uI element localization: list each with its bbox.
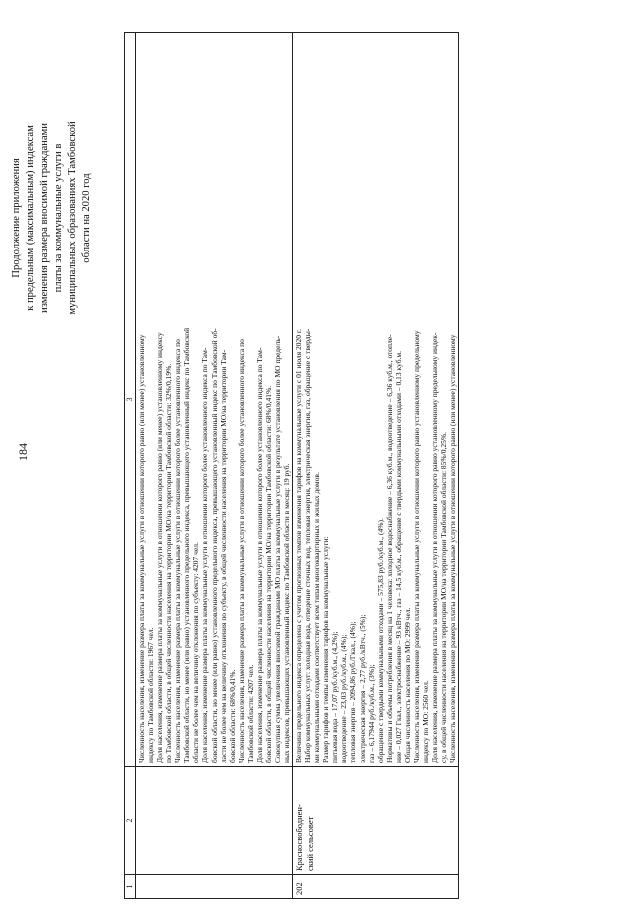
description-line: индексу по МО: 2560 чел.	[420, 680, 430, 763]
description-line: обращение с твердыми коммунальными отходами – 575,83 руб./куб.м., (4%).	[375, 518, 385, 763]
description-line: Численность населения, изменение размера платы за коммунальные услуги в отношении которого более установленного индекса по	[236, 339, 246, 763]
description-line: Тамбовской области: 4207 чел.	[245, 664, 255, 763]
table-row	[293, 33, 459, 899]
description-line: газ – 6,17944 руб./куб.м., (3%);	[366, 664, 376, 763]
description-line: су, в общей численности населения на территории МО/на территории Тамбовской области: 85%/0,25%.	[439, 432, 449, 763]
row-number	[136, 875, 293, 899]
description-line: Доля населения, изменение размера платы за коммунальные услуги в отношении которого более установленного индекса по Там-	[254, 347, 264, 763]
description-line: Доля населения, изменение размера платы за коммунальные услуги в отношении которого равно (или менее) установленному индексу	[155, 332, 165, 763]
municipality-name-line: ский сельсовет	[304, 816, 315, 871]
description-line: тепловая энергия – 2094,86 руб./Гкал., (4%);	[348, 621, 358, 763]
description-line: Доля населения, изменение размера платы за коммунальные услуги в отношении которого равно установленному предельному индек-	[430, 332, 439, 763]
description-line: бовской области, но менее (или равно) установленного предельного индекса, превышающего установленный индекс по Тамбовской об-	[209, 328, 219, 763]
caption-line: муниципальных образованиях Тамбовской	[66, 121, 78, 315]
description-line: Доля населения, изменение размера платы за коммунальные услуги в отношении которого более установленного индекса по Там-	[200, 347, 210, 763]
caption-line: изменения размера вносимой гражданами	[38, 123, 50, 313]
municipality-name	[136, 767, 293, 875]
description-line: Общая численность населения по МО: 2999 чел.	[402, 607, 412, 763]
description-line: Совокупная сумма увеличения вносимой гражданами МО платы за коммунальные услуги в результате установления по МО предель-	[272, 335, 282, 763]
table-header-row	[125, 33, 136, 899]
description-line: Нормативы и объемы потребления в месяц на 1 человека: холодное водоснабжение – 6,36 куб.м., водоотведение – 6,36 куб.м., отопле-	[384, 334, 394, 763]
description-line: Численность населения, изменение размера платы за коммунальные услуги в отношении которого более установленного индекса по	[173, 339, 183, 763]
caption-line: Продолжение приложения	[11, 158, 22, 278]
description-line: ласти не более чем на величину отклонения по субъекту, в общей численности населения на территории МО/на территории Там-	[218, 349, 228, 763]
index-table	[124, 32, 459, 899]
municipality-column-header: 2	[125, 767, 136, 875]
description-line: бовской области: 68%/0,41%.	[227, 669, 237, 763]
caption-line: области на 2020 год	[80, 173, 92, 263]
description-line: по Тамбовской области, в общей численности населения на территории МО/на территории Тамбовской области: 32%/0,19%.	[164, 363, 174, 763]
caption-line: к предельным (максимальным) индексам	[24, 125, 36, 311]
description-line: области не более чем на величину отклонения по субъекту: 4207 чел.	[191, 542, 201, 763]
description-line: бовской области, в общей численности населения на территории МО/на территории Тамбовской области: 68%/0,41%.	[263, 385, 273, 763]
description-line: электрическая энергия – 2,77 руб./кВтч., (5%);	[357, 614, 367, 763]
description-line: водоотведение – 23,03 руб./куб.м., (4%);	[339, 634, 349, 763]
page-number: 184	[16, 443, 30, 461]
description-line: питьевая вода – 17,07 руб./куб.м., (4,2%);	[330, 631, 340, 763]
description-line: индексу по Тамбовской области: 1967 чел.	[146, 627, 156, 763]
municipality-name	[293, 767, 459, 875]
description-column-header: 3	[125, 33, 136, 767]
description-cell	[293, 33, 459, 767]
description-line: Размер тарифов и темпы изменения тарифов на коммунальные услуги:	[321, 536, 331, 763]
description-line: Набор коммунальных услуг: холодная вода, отведение сточных вод, тепловая энергия, электрическая энергия, газ, обращение с тверды-	[303, 328, 313, 763]
description-line: ми коммунальными отходами соответствует всем типам многоквартирных и жилых домов.	[312, 472, 322, 763]
description-cell	[136, 33, 293, 767]
appendix-caption	[10, 53, 94, 383]
column-number-header: 1	[125, 875, 136, 899]
description-line: Тамбовской области, но менее (или равно) установленного предельного индекса, превышающего установленный индекс по Тамбовской	[182, 327, 192, 763]
description-line: Численность населения, изменение размера платы за коммунальные услуги в отношении которого равно (или менее) установленному	[137, 334, 146, 763]
caption-line: платы за коммунальные услуги в	[52, 143, 64, 293]
description-line: ных индексов, превышающих установленный индекс по Тамбовской области в месяц: 19 руб.	[282, 463, 291, 763]
description-line: Численность населения, изменение размера платы за коммунальные услуги в отношении которого равно установленному предельному	[411, 330, 421, 763]
description-line: Численность населения, изменение размера платы за коммунальные услуги в отношении которого равно (или менее) установленному	[448, 334, 458, 763]
municipality-name-line: Красносвободнен-	[294, 804, 305, 871]
row-number: 202	[293, 875, 459, 899]
description-line: ние – 0,027 Гкал., электроснабжение – 93 кВтч., газ – 14,5 куб.м., обращение с твердыми коммунальными отходами – 0,13 куб.м.	[393, 350, 403, 763]
description-line: Величина предельного индекса определена с учетом прогнозных темпов изменения тарифов на коммунальные услуги с 01 июля 2020 г.	[294, 329, 304, 763]
table-row	[136, 33, 293, 899]
